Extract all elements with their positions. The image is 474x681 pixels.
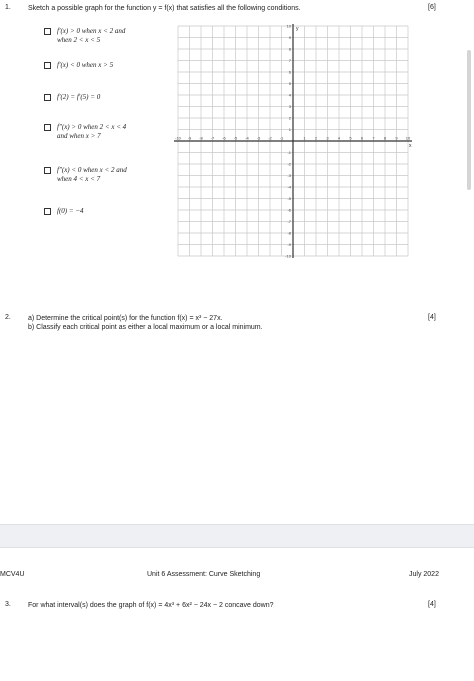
x-tick-label: -10 <box>175 135 181 141</box>
y-axis-label: y <box>296 26 299 32</box>
checkbox-icon <box>44 28 51 35</box>
question-2-part-a: a) Determine the critical point(s) for the function f(x) = x³ − 27x. <box>28 315 223 322</box>
condition-item: f(0) = −4 <box>44 207 174 216</box>
x-tick-label: 7 <box>372 135 375 141</box>
x-tick-label: -3 <box>256 135 261 141</box>
y-tick-label: 1 <box>288 127 291 132</box>
x-tick-label: 3 <box>326 135 329 141</box>
question-3-marks: [4] <box>428 601 436 608</box>
question-3-number: 3. <box>5 601 11 608</box>
page-separator <box>0 524 474 548</box>
x-tick-label: -6 <box>222 135 226 141</box>
y-tick-label: -9 <box>287 242 291 247</box>
y-tick-label: 3 <box>288 104 291 109</box>
y-tick-label: -8 <box>287 230 291 236</box>
x-tick-label: -8 <box>199 135 203 141</box>
y-tick-label: -2 <box>287 161 291 167</box>
y-tick-label: -6 <box>287 207 291 213</box>
x-tick-label: -7 <box>210 135 215 141</box>
y-tick-label: 10 <box>286 24 291 29</box>
x-tick-label: 5 <box>349 135 352 141</box>
x-tick-label: 10 <box>405 135 411 141</box>
x-axis-label: x <box>409 143 412 149</box>
question-3-prompt: For what interval(s) does the graph of f(x) = 4x³ + 6x² − 24x − 2 concave down? <box>28 602 274 609</box>
coordinate-grid <box>168 24 418 266</box>
x-tick-label: 9 <box>395 135 398 141</box>
question-2-marks: [4] <box>428 314 436 321</box>
x-tick-label: -1 <box>279 135 284 141</box>
condition-item: f′(2) = f′(5) = 0 <box>44 93 174 102</box>
y-tick-label: 4 <box>288 92 291 98</box>
y-tick-label: 9 <box>288 35 291 40</box>
y-tick-label: -7 <box>287 219 291 224</box>
y-tick-label: -4 <box>287 184 291 190</box>
checkbox-icon <box>44 124 51 131</box>
x-tick-label: 1 <box>303 135 306 141</box>
course-code: MCV4U <box>0 571 25 578</box>
y-tick-label: -1 <box>287 150 291 155</box>
y-tick-label: 8 <box>288 46 291 52</box>
question-1-prompt: Sketch a possible graph for the function y = f(x) that satisfies all the following conditions. <box>28 5 301 12</box>
question-1-number: 1. <box>5 4 11 11</box>
question-1-marks: [6] <box>428 4 436 11</box>
checkbox-icon <box>44 62 51 69</box>
condition-item: f″(x) > 0 when 2 < x < 4 and when x > 7 <box>44 123 174 141</box>
y-tick-label: -5 <box>287 196 291 201</box>
checkbox-icon <box>44 94 51 101</box>
y-tick-label: -3 <box>287 173 291 178</box>
x-tick-label: -2 <box>268 135 272 141</box>
y-tick-label: 7 <box>288 58 291 63</box>
condition-item: f′(x) < 0 when x > 5 <box>44 61 174 70</box>
x-tick-label: 6 <box>360 135 364 141</box>
x-tick-label: -9 <box>187 135 192 141</box>
x-tick-label: -4 <box>245 135 249 141</box>
x-tick-label: 8 <box>383 135 387 141</box>
y-tick-label: -10 <box>285 253 291 259</box>
condition-item: f″(x) < 0 when x < 2 and when 4 < x < 7 <box>44 166 174 184</box>
scrollbar-thumb[interactable] <box>467 50 471 190</box>
condition-item: f′(x) > 0 when x < 2 and when 2 < x < 5 <box>44 27 174 45</box>
checkbox-icon <box>44 167 51 174</box>
y-tick-label: 2 <box>288 115 291 121</box>
x-tick-label: 4 <box>337 135 341 141</box>
assessment-date: July 2022 <box>409 571 439 578</box>
y-tick-label: 5 <box>288 81 291 86</box>
y-tick-label: 6 <box>288 69 291 75</box>
axes <box>174 24 412 258</box>
question-2-part-b: b) Classify each critical point as either a local maximum or a local minimum. <box>28 324 263 331</box>
checkbox-icon <box>44 208 51 215</box>
x-tick-label: 2 <box>314 135 318 141</box>
assessment-title: Unit 6 Assessment: Curve Sketching <box>147 571 261 578</box>
x-tick-label: -5 <box>233 135 238 141</box>
question-2-number: 2. <box>5 314 11 321</box>
